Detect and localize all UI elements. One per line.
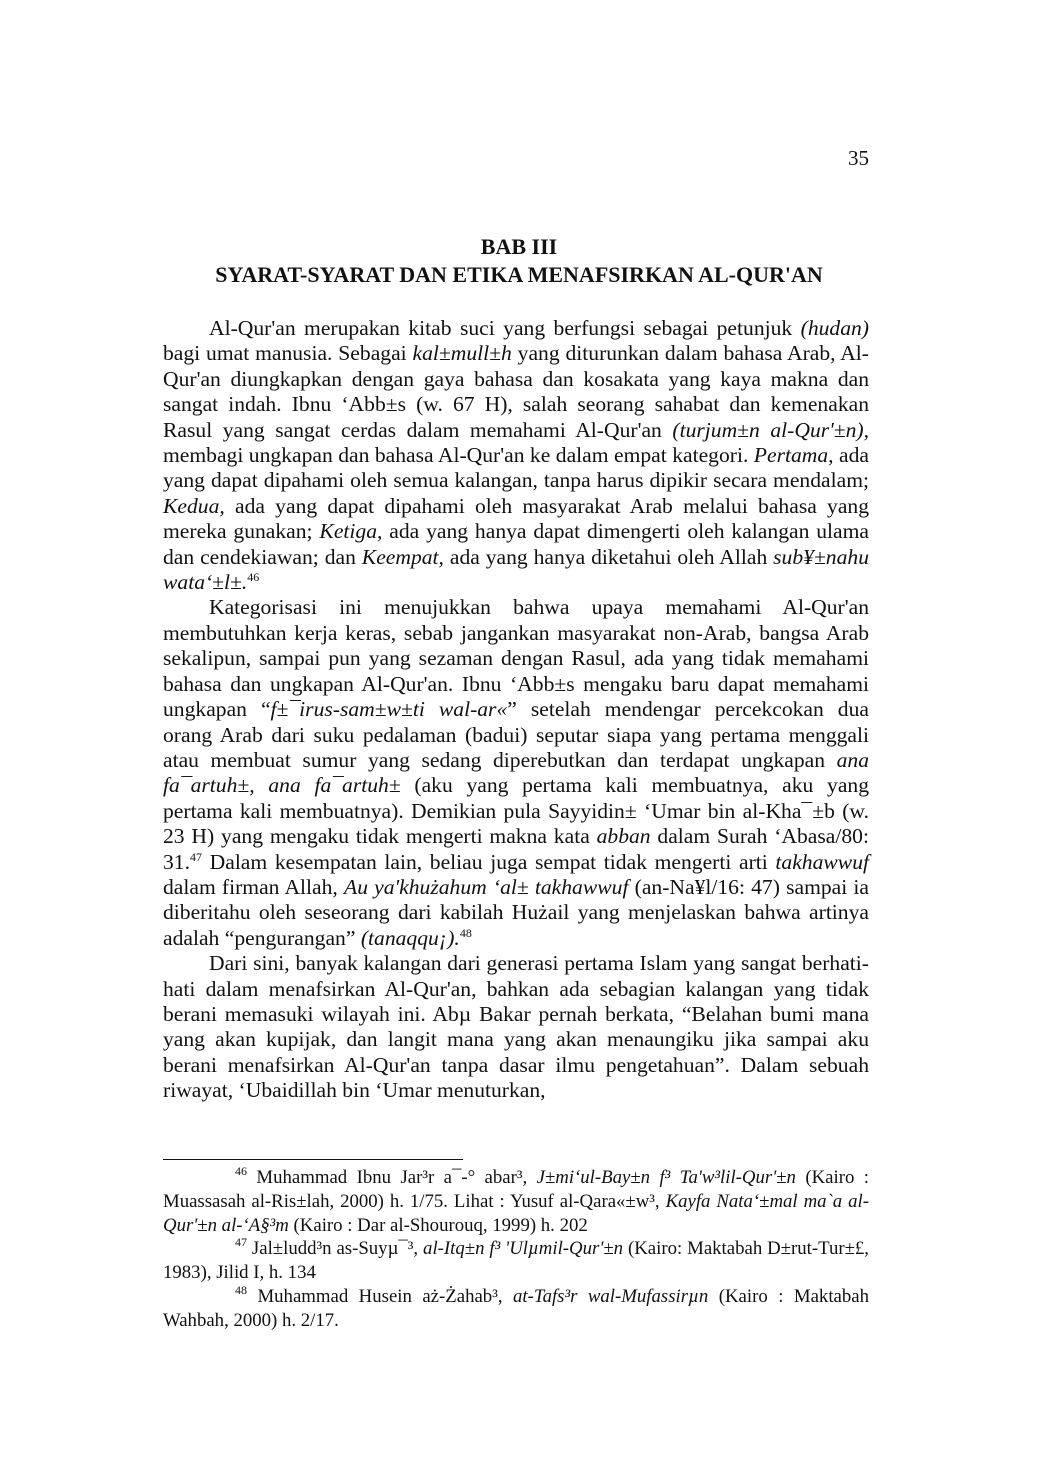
footnote-ref-47[interactable]: 47 [190,849,202,864]
italic-term: (tanaqqu¡). [360,925,460,950]
footnotes [163,1166,869,1333]
italic-term: ana fa¯artuh±, ana fa¯artuh± [163,747,869,798]
paragraph-3: Dari sini, banyak kalangan dari generasi pertama Islam yang sangat berhati-hati dalam menafsirkan Al-Qur'an, bahkan ada sebagian kalangan yang tidak berani memasuki wilayah ini. Abµ Bakar pernah berkata, “Belahan bumi mana yang akan kupijak, dan langit mana yang akan menaungiku jika sampai aku berani menafsirkan Al-Qur'an tanpa dasar ilmu pengetahuan”. Dalam sebuah riwayat, ‘Ubaidillah bin ‘Umar menuturkan, [163,951,869,1103]
footnote-46: $^{46}$ Muhammad Ibnu Jar³r a¯-° abar³, J±mi‘ul-Bay±n f³ Ta'w³lil-Qur'±n (Kairo : Muassasah al-Ris±lah, 2000) h. 1/75. Lihat : Yusuf al-Qara«±w³, Kayfa Nata‘±mal ma`a al-Qur'±n al-‘A§³m (Kairo : Dar al-Shourouq, 1999) h. 202 [163,1164,869,1236]
paragraph-2: Kategorisasi ini menujukkan bahwa upaya memahami Al-Qur'an membutuhkan kerja keras, sebab jangankan masyarakat non-Arab, bangsa Arab sekalipun, sampai pun yang sezaman dengan Rasul, ada yang tidak memahami bahasa dan ungkapan Al-Qur'an. Ibnu ‘Abb±s mengaku baru dapat memahami ungkapan “f±¯irus-sam±w±ti wal-ar«” setelah mendengar percekcokan dua orang Arab dari suku pedalaman (badui) seputar siapa yang pertama menggali atau membuat sumur yang sedang diperebutkan dan terdapat ungkapan ana fa¯artuh±, ana fa¯artuh± (aku yang pertama kali membuatnya, aku yang pertama kali membuatnya). Demikian pula Sayyidin± ‘Umar bin al-Kha¯±b (w. 23 H) yang mengaku tidak mengerti makna kata abban dalam Surah ‘Abasa/80: 31.47 Dalam kesempatan lain, beliau juga sempat tidak mengerti arti takhawwuf dalam firman Allah, Au ya'khużahum ‘al± takhawwuf (an-Na¥l/16: 47) sampai ia diberitahu oleh seseorang dari kabilah Hużail yang menjelaskan bahwa artinya adalah “pengurangan” (tanaqqu¡).$^{48}$ [163,595,869,950]
italic-term: (turjum±n al-Qur'±n), [672,417,869,442]
chapter-label: BAB III [480,234,558,259]
italic-term: abban [596,824,651,849]
italic-term: Au ya'khużahum ‘al± takhawwuf [344,874,629,899]
footnote-ref-48[interactable]: 48 [459,925,472,940]
italic-term: kal±mull±h [412,341,512,366]
footnote-number: 48 [235,1282,247,1297]
footnote-48: $^{48}$ Muhammad Husein aż-Żahab³, at-Tafs³r wal-Mufassirµn (Kairo : Maktabah Wahbah, 2000) h. 2/17. [163,1282,869,1331]
footnote-divider [163,1159,463,1160]
italic-term: sub¥±nahu wata‘±l±. [163,544,869,595]
page-number: 35 [848,146,869,170]
italic-term: f±¯irus-sam±w±ti wal-ar« [270,697,508,722]
footnote-number: 46 [235,1164,247,1178]
italic-term: Keempat, [361,544,444,569]
italic-term: takhawwuf [775,849,869,874]
body-text [163,316,869,1104]
paragraph-1: Al-Qur'an merupakan kitab suci yang berfungsi sebagai petunjuk (hudan) bagi umat manusia. Sebagai kal±mull±h yang diturunkan dalam bahasa Arab, Al-Qur'an diungkapkan dengan gaya bahasa dan kosakata yang kaya makna dan sangat indah. Ibnu ‘Abb±s (w. 67 H), salah seorang sahabat dan kemenakan Rasul yang sangat cerdas dalam memahami Al-Qur'an (turjum±n al-Qur'±n), membagi ungkapan dan bahasa Al-Qur'an ke dalam empat kategori. Pertama, ada yang dapat dipahami oleh semua kalangan, tanpa harus dipikir secara mendalam; Kedua, ada yang dapat dipahami oleh masyarakat Arab melalui bahasa yang mereka gunakan; Ketiga, ada yang hanya dapat dimengerti oleh kalangan ulama dan cendekiawan; dan Keempat, ada yang hanya diketahui oleh Allah sub¥±nahu wata‘±l±.$^{46}$ [163,316,869,595]
footnote-ref-46[interactable]: 46 [247,570,260,585]
chapter-heading [160,233,878,289]
italic-term: Kedua, [163,493,225,518]
italic-term: (hudan) [800,316,869,340]
footnote-number: 47 [235,1235,247,1250]
footnote-47: $^{47}$ Jal±ludd³n as-Suyµ¯³, al-Itq±n f³ 'Ulµmil-Qur'±n (Kairo: Maktabah D±rut-Tur±£, 1983), Jilid I, h. 134 [163,1235,869,1284]
chapter-title: SYARAT-SYARAT DAN ETIKA MENAFSIRKAN AL-QUR'AN [215,262,823,287]
italic-term: Ketiga, [319,519,383,544]
italic-term: Pertama, [753,443,834,468]
